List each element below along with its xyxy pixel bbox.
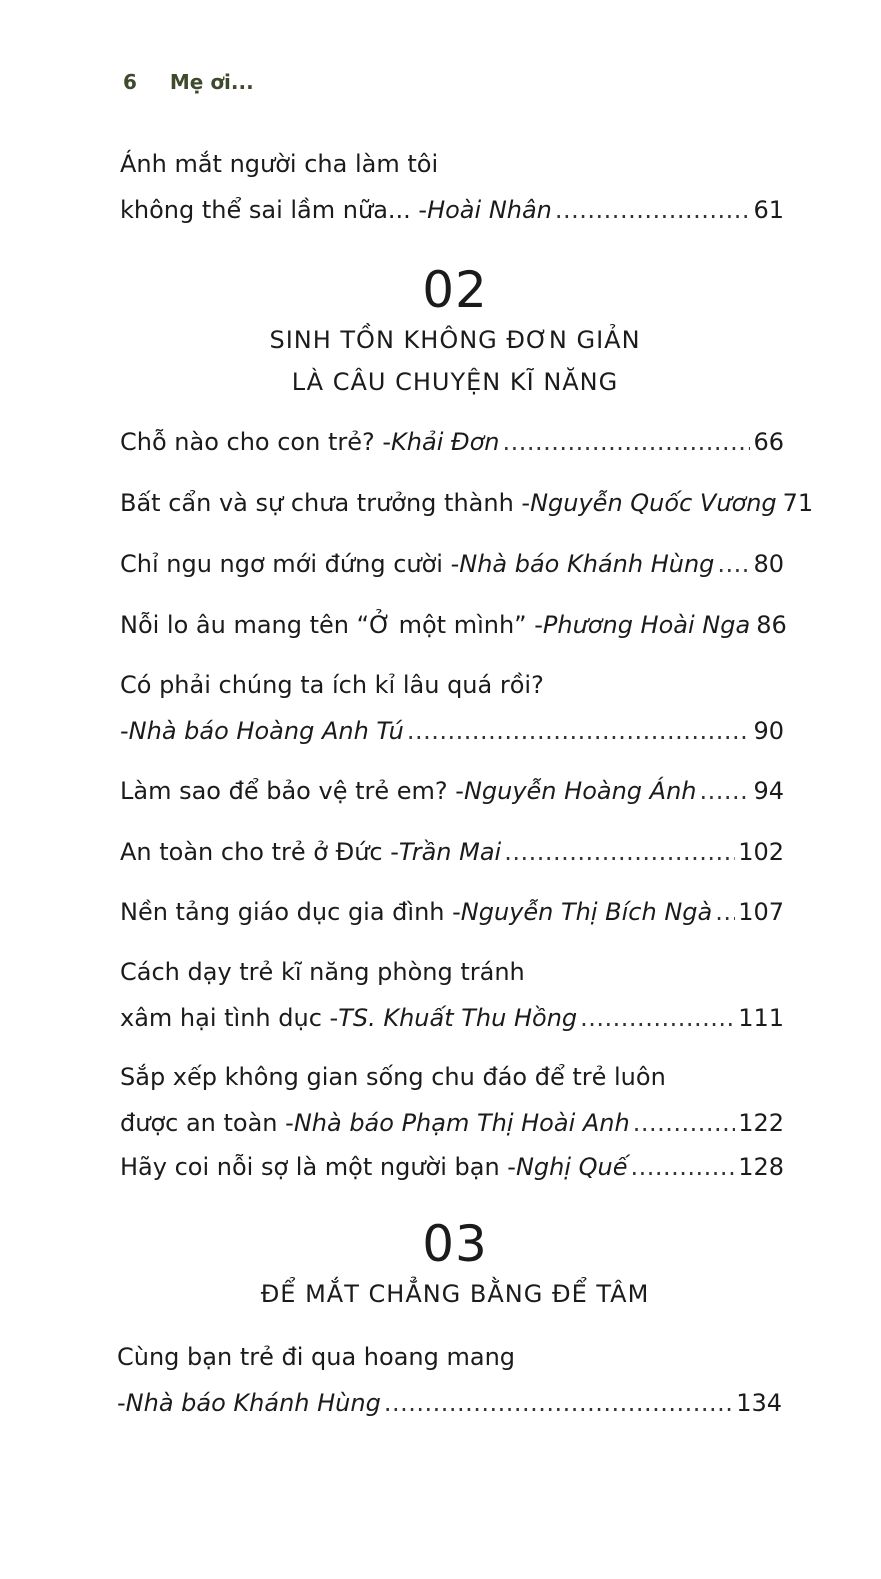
toc-entry-author: Khải Đơn bbox=[391, 428, 500, 456]
toc-entry-line bbox=[120, 829, 784, 875]
toc-entry-title: Bất cẩn và sự chưa trưởng thành - bbox=[120, 489, 531, 517]
toc-entry-title: Hãy coi nỗi sợ là một người bạn - bbox=[120, 1153, 516, 1181]
dot-leader bbox=[384, 1380, 733, 1426]
toc-entry-title: được an toàn - bbox=[120, 1109, 294, 1137]
toc-entry-line bbox=[117, 1380, 782, 1426]
dot-leader bbox=[631, 1144, 736, 1190]
toc-entry-line bbox=[120, 708, 784, 754]
toc-entry[interactable] bbox=[120, 141, 784, 233]
toc-entry-title: không thể sai lầm nữa... - bbox=[120, 196, 428, 224]
toc-entry-title: Làm sao để bảo vệ trẻ em? - bbox=[120, 777, 464, 805]
toc-entry[interactable] bbox=[120, 662, 784, 754]
toc-entry-title: Chỗ nào cho con trẻ? - bbox=[120, 428, 392, 456]
toc-entry-author: TS. Khuất Thu Hồng bbox=[338, 1004, 578, 1032]
book-title: Mẹ ơi... bbox=[169, 70, 254, 94]
toc-entry-page: 94 bbox=[753, 777, 784, 805]
toc-entry-title-line: Cách dạy trẻ kĩ năng phòng tránh bbox=[120, 958, 525, 986]
toc-entry-line bbox=[120, 480, 814, 526]
dot-leader bbox=[407, 708, 751, 754]
toc-entry[interactable] bbox=[120, 1054, 784, 1146]
toc-entry-author: Nguyễn Hoàng Ánh bbox=[463, 777, 697, 805]
toc-entry-title-line: Có phải chúng ta ích kỉ lâu quá rồi? bbox=[120, 671, 544, 699]
toc-entry-title-line: Cùng bạn trẻ đi qua hoang mang bbox=[117, 1343, 516, 1371]
dot-leader bbox=[555, 187, 751, 233]
toc-entry-title: Nền tảng giáo dục gia đình - bbox=[120, 898, 461, 926]
toc-entry[interactable] bbox=[120, 480, 814, 526]
dot-leader bbox=[700, 768, 751, 814]
dot-leader bbox=[504, 829, 735, 875]
section-title-line-2: LÀ CÂU CHUYỆN KĨ NĂNG bbox=[291, 368, 619, 396]
toc-entry-title-line: Ánh mắt người cha làm tôi bbox=[120, 150, 439, 178]
dot-leader bbox=[580, 995, 735, 1041]
toc-entry-line bbox=[120, 419, 784, 465]
page-number: 6 bbox=[123, 70, 137, 94]
toc-entry[interactable] bbox=[120, 949, 784, 1041]
toc-entry-page: 86 bbox=[756, 611, 787, 639]
section-number: 02 bbox=[422, 261, 488, 319]
toc-entry-title: - bbox=[117, 1389, 126, 1417]
toc-entry[interactable] bbox=[120, 889, 784, 935]
section-title-line-1: ĐỂ MẮT CHẲNG BẰNG ĐỂ TÂM bbox=[260, 1280, 650, 1308]
toc-entry-author: Hoài Nhân bbox=[427, 196, 552, 224]
toc-entry-line bbox=[120, 1100, 784, 1146]
toc-entry-page: 107 bbox=[738, 898, 784, 926]
toc-entry-author: Trần Mai bbox=[398, 838, 502, 866]
toc-entry-title: Chỉ ngu ngơ mới đứng cười - bbox=[120, 550, 460, 578]
toc-entry-author: Nhà báo Phạm Thị Hoài Anh bbox=[293, 1109, 630, 1137]
toc-entry-line bbox=[120, 995, 784, 1041]
running-head bbox=[123, 70, 254, 94]
toc-entry-author: Phương Hoài Nga bbox=[542, 611, 751, 639]
toc-entry-title-line: Sắp xếp không gian sống chu đáo để trẻ luôn bbox=[120, 1063, 666, 1091]
toc-entry-line bbox=[120, 768, 784, 814]
toc-entry-page: 61 bbox=[753, 196, 784, 224]
dot-leader bbox=[633, 1100, 735, 1146]
toc-entry[interactable] bbox=[120, 1144, 784, 1190]
section-title-line-1: SINH TỒN KHÔNG ĐƠN GIẢN bbox=[269, 326, 641, 354]
toc-entry-page: 66 bbox=[753, 428, 784, 456]
toc-entry-author: Nhà báo Khánh Hùng bbox=[459, 550, 715, 578]
toc-entry[interactable] bbox=[117, 1334, 782, 1426]
toc-entry-author: Nguyễn Quốc Vương bbox=[530, 489, 777, 517]
toc-entry-page: 134 bbox=[736, 1389, 782, 1417]
toc-entry-title: xâm hại tình dục - bbox=[120, 1004, 339, 1032]
toc-entry-line bbox=[120, 187, 784, 233]
toc-entry-title: Nỗi lo âu mang tên “Ở một mình” - bbox=[120, 611, 543, 639]
toc-entry-page: 102 bbox=[738, 838, 784, 866]
toc-entry-page: 111 bbox=[738, 1004, 784, 1032]
toc-entry-line bbox=[120, 602, 787, 648]
toc-entry[interactable] bbox=[120, 541, 784, 587]
toc-entry-line bbox=[120, 889, 784, 935]
toc-entry-page: 90 bbox=[753, 717, 784, 745]
toc-entry[interactable] bbox=[120, 419, 784, 465]
toc-entry-line bbox=[120, 541, 784, 587]
toc-entry-title: An toàn cho trẻ ở Đức - bbox=[120, 838, 399, 866]
toc-entry-author: Nguyễn Thị Bích Ngà bbox=[460, 898, 713, 926]
dot-leader bbox=[717, 541, 750, 587]
toc-entry-page: 128 bbox=[738, 1153, 784, 1181]
toc-entry-author: Nghị Quế bbox=[515, 1153, 628, 1181]
toc-entry[interactable] bbox=[120, 602, 787, 648]
toc-entry-page: 122 bbox=[738, 1109, 784, 1137]
toc-entry[interactable] bbox=[120, 829, 784, 875]
toc-entry-title: - bbox=[120, 717, 129, 745]
toc-entry-page: 80 bbox=[753, 550, 784, 578]
toc-entry-author: Nhà báo Khánh Hùng bbox=[125, 1389, 381, 1417]
toc-entry-author: Nhà báo Hoàng Anh Tú bbox=[128, 717, 404, 745]
toc-entry[interactable] bbox=[120, 768, 784, 814]
toc-entry-line bbox=[120, 1144, 784, 1190]
toc-entry-page: 71 bbox=[782, 489, 814, 517]
dot-leader bbox=[502, 419, 750, 465]
dot-leader bbox=[715, 889, 735, 935]
section-number: 03 bbox=[422, 1215, 488, 1273]
